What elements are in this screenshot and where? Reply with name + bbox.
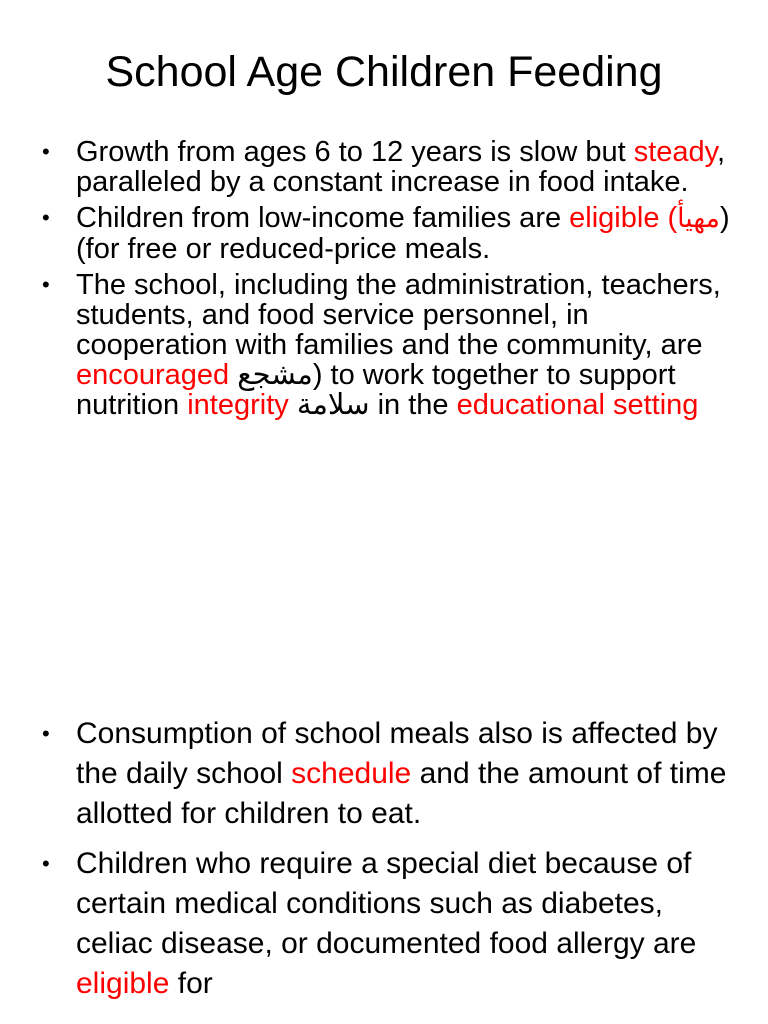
bullet-text: The school, including the administration, teachers, students, and food service personnel, in cooperation with families and the community, are	[76, 269, 721, 361]
highlight-eligible: eligible	[569, 202, 660, 234]
bullet-text: ) (for free or reduced-price meals.	[76, 202, 730, 265]
bullet-text: (	[659, 202, 678, 234]
bullet-icon: •	[42, 272, 50, 297]
bullet-text: , paralleled by a constant increase in food intake.	[76, 136, 726, 198]
highlight-integrity: integrity	[187, 389, 289, 421]
highlight-educational-setting: educational setting	[456, 389, 699, 421]
bullet-icon: •	[42, 851, 50, 876]
bullet-icon: •	[42, 721, 50, 746]
slide-title: School Age Children Feeding	[105, 48, 663, 96]
highlight-encouraged: encouraged	[76, 359, 230, 391]
highlight-eligible-2: eligible	[76, 967, 170, 1000]
bullet-list-bottom	[42, 714, 732, 1014]
highlight-schedule: schedule	[291, 757, 412, 790]
bullet-text: and the amount of time allotted for children to eat.	[76, 757, 727, 830]
bullet-text: Growth from ages 6 to 12 years is slow but	[76, 136, 634, 168]
highlight-arabic-eligible: مهيأ	[677, 203, 720, 234]
bullet-text: مشجع) to work together to support nutrition	[76, 359, 676, 421]
bullet-item-consumption	[42, 714, 732, 834]
bullet-text: سلامة in the	[288, 389, 457, 421]
bullet-icon: •	[42, 205, 50, 230]
bullet-item-eligible	[42, 203, 732, 264]
bullet-list-top	[42, 137, 732, 426]
bullet-item-special-diet	[42, 844, 732, 1004]
bullet-item-school	[42, 270, 732, 420]
bullet-text: Children from low-income families are	[76, 202, 570, 234]
bullet-text: Children who require a special diet because of certain medical conditions such as diabetes, celiac disease, or documented food allergy are	[76, 847, 697, 960]
bullet-icon: •	[42, 139, 50, 164]
highlight-steady: steady	[633, 136, 717, 168]
bullet-text: Consumption of school meals also is affected by the daily school	[76, 717, 718, 790]
bullet-item-growth	[42, 137, 732, 197]
bullet-text: for	[169, 967, 213, 1000]
